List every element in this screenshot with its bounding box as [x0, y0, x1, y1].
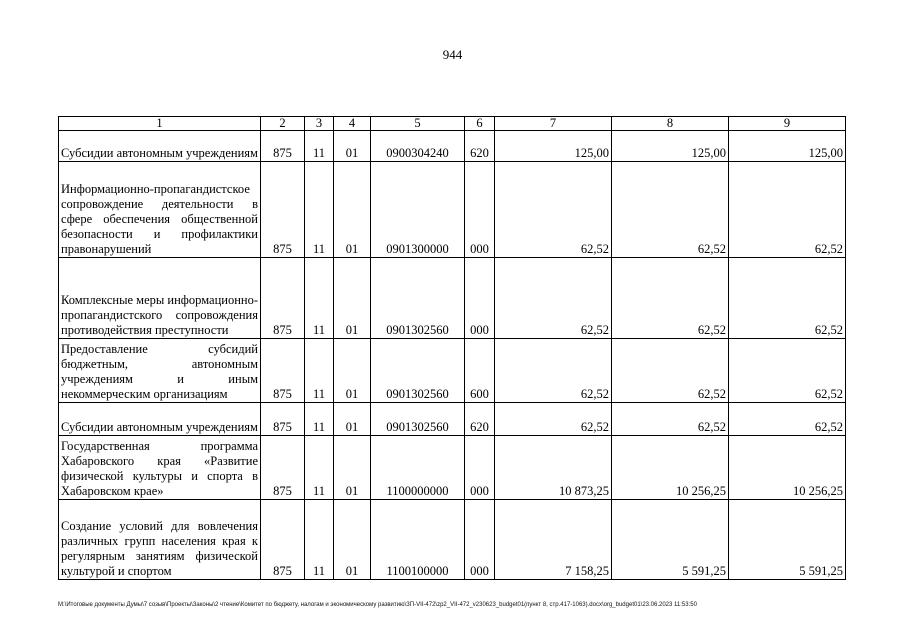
- row-description: Информационно-пропагандистское сопровождение деятельности в сфере обеспечения общественной безопасности и профилактики правонарушений: [59, 162, 261, 258]
- column-number: 3: [305, 117, 334, 131]
- cell-col-9: 62,52: [729, 258, 846, 339]
- cell-col-9: 62,52: [729, 162, 846, 258]
- cell-col-5: 0901302560: [371, 258, 465, 339]
- cell-col-4: 01: [334, 436, 371, 500]
- cell-col-6: 000: [465, 436, 495, 500]
- table-body: [59, 117, 846, 580]
- column-number: 1: [59, 117, 261, 131]
- table-row: [59, 258, 846, 339]
- cell-col-7: 62,52: [495, 403, 612, 436]
- cell-col-2: 875: [261, 162, 305, 258]
- column-number: 6: [465, 117, 495, 131]
- cell-col-6: 000: [465, 258, 495, 339]
- column-number: 2: [261, 117, 305, 131]
- cell-col-9: 62,52: [729, 403, 846, 436]
- row-description: Комплексные меры информационно-пропагандистского сопровождения противодействия преступности: [59, 258, 261, 339]
- cell-col-9: 5 591,25: [729, 500, 846, 580]
- budget-table: [58, 116, 846, 580]
- cell-col-7: 62,52: [495, 339, 612, 403]
- row-description: Предоставление субсидий бюджетным, автономным учреждениям и иным некоммерческим организациям: [59, 339, 261, 403]
- table-row: [59, 403, 846, 436]
- cell-col-5: 1100100000: [371, 500, 465, 580]
- cell-col-3: 11: [305, 162, 334, 258]
- table-row: [59, 131, 846, 162]
- cell-col-8: 10 256,25: [612, 436, 729, 500]
- cell-col-6: 000: [465, 500, 495, 580]
- cell-col-2: 875: [261, 339, 305, 403]
- cell-col-8: 125,00: [612, 131, 729, 162]
- cell-col-4: 01: [334, 162, 371, 258]
- page-number: 944: [442, 47, 463, 62]
- cell-col-5: 0901302560: [371, 403, 465, 436]
- cell-col-3: 11: [305, 258, 334, 339]
- cell-col-3: 11: [305, 436, 334, 500]
- cell-col-3: 11: [305, 339, 334, 403]
- cell-col-7: 62,52: [495, 258, 612, 339]
- cell-col-8: 5 591,25: [612, 500, 729, 580]
- cell-col-2: 875: [261, 436, 305, 500]
- table-row: [59, 500, 846, 580]
- cell-col-7: 62,52: [495, 162, 612, 258]
- cell-col-9: 10 256,25: [729, 436, 846, 500]
- footer-file-path: M:\Итоговые документы Думы\7 созыв\Проекты\Законы\2 чтение\Комитет по бюджету, налогам и экономическому развитию\ЗП-VII-472\zp2_VII-472_v230623_budget01(пункт 8, стр.417-1063).docx\org_budget01\23.06.2023 11:53:50: [58, 602, 697, 608]
- cell-col-8: 62,52: [612, 258, 729, 339]
- cell-col-2: 875: [261, 500, 305, 580]
- table-row: [59, 436, 846, 500]
- cell-col-8: 62,52: [612, 162, 729, 258]
- cell-col-4: 01: [334, 403, 371, 436]
- cell-col-6: 620: [465, 131, 495, 162]
- cell-col-6: 620: [465, 403, 495, 436]
- row-description: Создание условий для вовлечения различных групп населения края к регулярным занятиям физической культурой и спортом: [59, 500, 261, 580]
- cell-col-4: 01: [334, 258, 371, 339]
- cell-col-4: 01: [334, 500, 371, 580]
- cell-col-5: 0901300000: [371, 162, 465, 258]
- cell-col-2: 875: [261, 258, 305, 339]
- cell-col-4: 01: [334, 131, 371, 162]
- cell-col-4: 01: [334, 339, 371, 403]
- column-number: 7: [495, 117, 612, 131]
- cell-col-6: 600: [465, 339, 495, 403]
- cell-col-8: 62,52: [612, 403, 729, 436]
- cell-col-3: 11: [305, 131, 334, 162]
- table-row: [59, 339, 846, 403]
- column-number: 4: [334, 117, 371, 131]
- table-row: [59, 162, 846, 258]
- cell-col-6: 000: [465, 162, 495, 258]
- cell-col-9: 125,00: [729, 131, 846, 162]
- row-description: Субсидии автономным учреждениям: [59, 403, 261, 436]
- column-number: 9: [729, 117, 846, 131]
- cell-col-2: 875: [261, 403, 305, 436]
- cell-col-9: 62,52: [729, 339, 846, 403]
- cell-col-2: 875: [261, 131, 305, 162]
- cell-col-5: 0901302560: [371, 339, 465, 403]
- cell-col-5: 0900304240: [371, 131, 465, 162]
- row-description: Субсидии автономным учреждениям: [59, 131, 261, 162]
- cell-col-7: 7 158,25: [495, 500, 612, 580]
- cell-col-3: 11: [305, 403, 334, 436]
- cell-col-5: 1100000000: [371, 436, 465, 500]
- cell-col-8: 62,52: [612, 339, 729, 403]
- cell-col-3: 11: [305, 500, 334, 580]
- cell-col-7: 125,00: [495, 131, 612, 162]
- column-number: 5: [371, 117, 465, 131]
- column-number: 8: [612, 117, 729, 131]
- column-number-row: [59, 117, 846, 131]
- row-description: Государственная программа Хабаровского края «Развитие физической культуры и спорта в Хабаровском крае»: [59, 436, 261, 500]
- cell-col-7: 10 873,25: [495, 436, 612, 500]
